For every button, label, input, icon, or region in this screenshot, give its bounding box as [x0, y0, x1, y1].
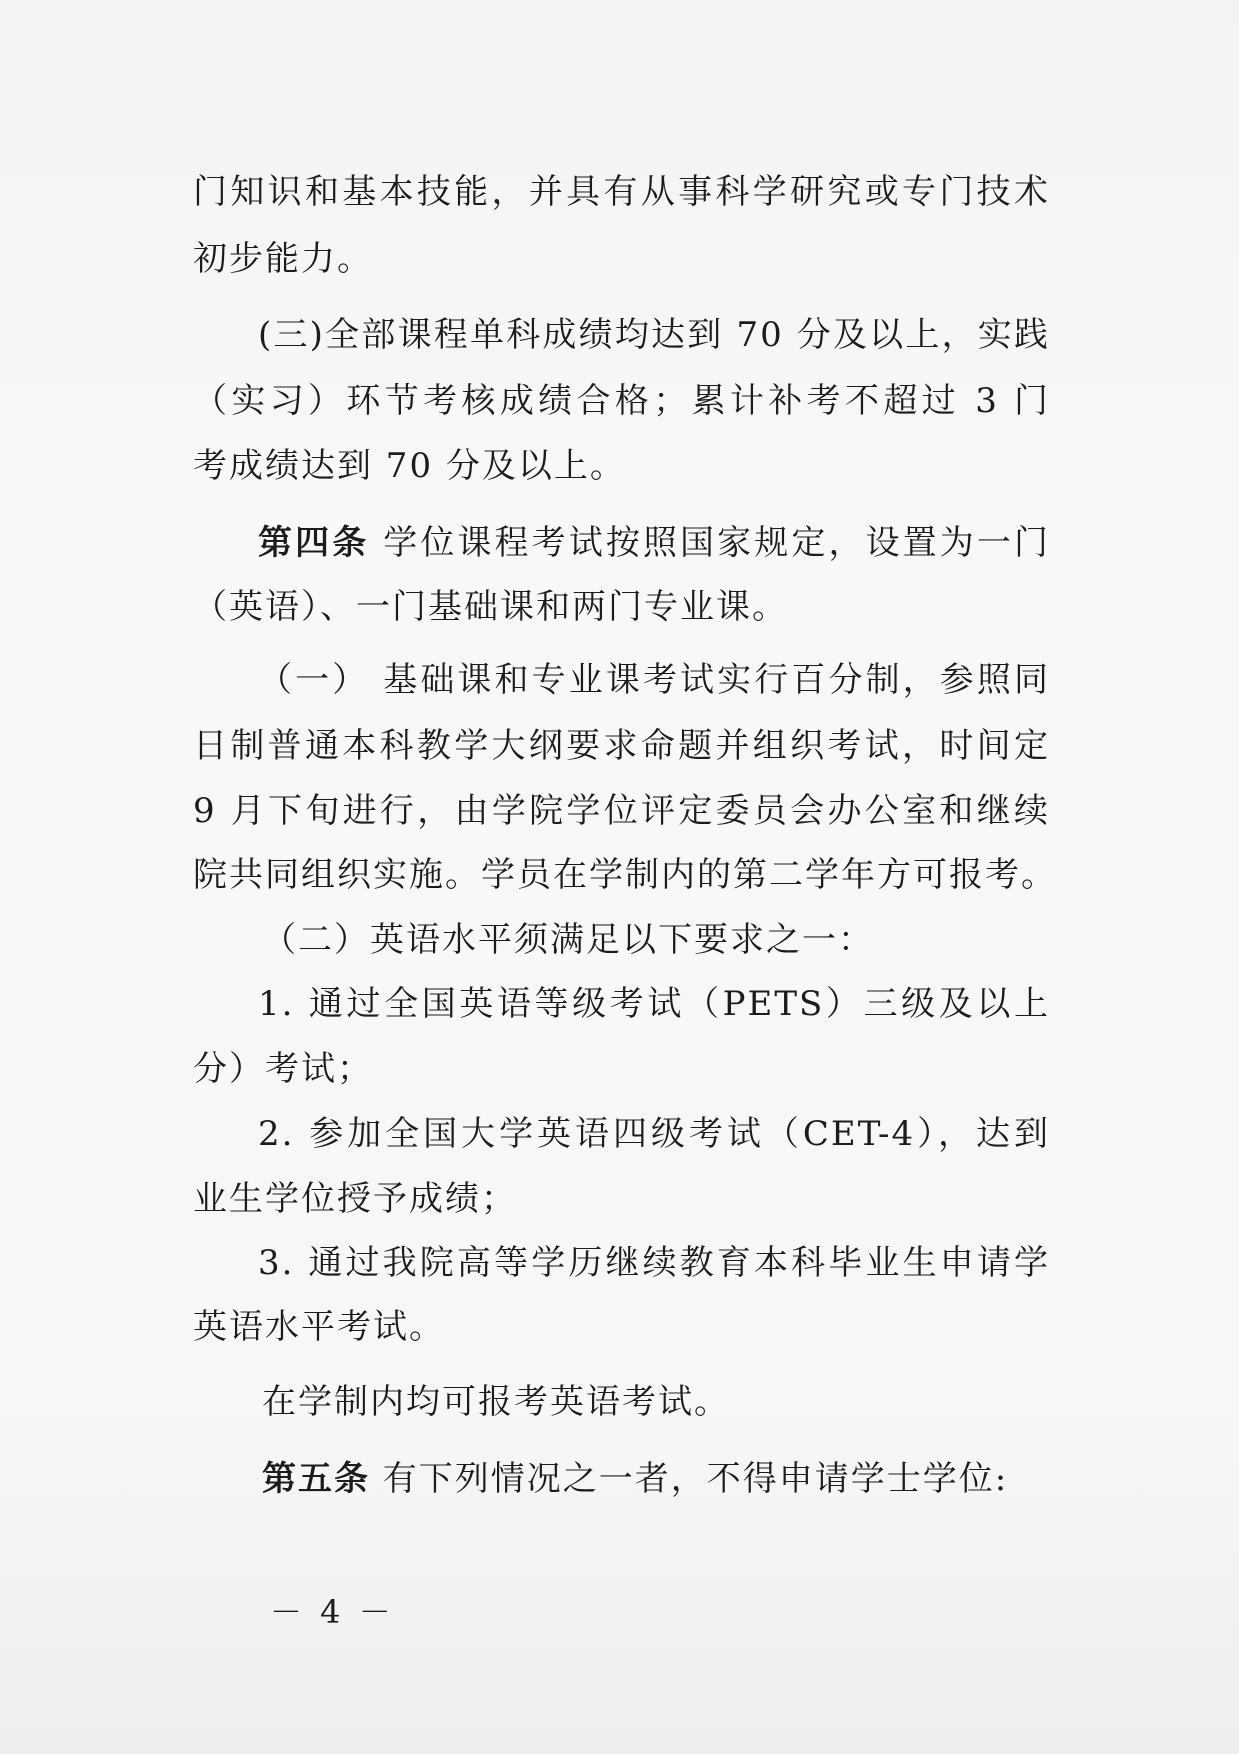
text-line	[193, 789, 1050, 833]
text-line	[193, 585, 788, 629]
text-line	[258, 1112, 1050, 1156]
line-text: 在学制内均可报考英语考试。	[262, 1382, 730, 1422]
text-line	[193, 1177, 517, 1221]
text-line	[258, 658, 1050, 702]
text-line	[193, 853, 1057, 897]
line-text: 学位课程考试按照国家规定，设置为一门	[383, 523, 1050, 563]
line-text: 门知识和基本技能，并具有从事科学研究或专门技术	[193, 172, 1050, 212]
line-text: 2. 参加全国大学英语四级考试（CET-4），达到	[258, 1114, 1050, 1154]
text-line	[193, 379, 1050, 423]
line-text: 分）考试；	[193, 1049, 373, 1089]
text-line	[193, 444, 626, 488]
text-line	[193, 170, 1050, 214]
text-line	[258, 1241, 1050, 1285]
line-text: 院共同组织实施。学员在学制内的第二学年方可报考。	[193, 855, 1057, 895]
text-line	[193, 1047, 373, 1091]
line-text: 初步能力。	[193, 239, 373, 279]
line-text: 3. 通过我院高等学历继续教育本科毕业生申请学	[258, 1243, 1050, 1283]
article-heading: 第四条	[258, 523, 370, 563]
text-line	[262, 1380, 730, 1424]
line-text: 英语水平考试。	[193, 1307, 445, 1347]
page-number: － 4 －	[270, 1593, 395, 1631]
line-text: （英语）、一门基础课和两门专业课。	[193, 587, 788, 627]
line-text: 1. 通过全国英语等级考试（PETS）三级及以上	[258, 984, 1050, 1024]
line-text: （二）英语水平须满足以下要求之一：	[262, 920, 874, 960]
article-heading: 第五条	[262, 1459, 370, 1499]
text-line	[258, 982, 1050, 1026]
line-text: 业生学位授予成绩；	[193, 1179, 517, 1219]
text-line	[262, 1457, 1008, 1501]
text-line	[193, 724, 1050, 768]
text-line	[258, 313, 1050, 357]
text-line	[262, 918, 874, 962]
text-line	[193, 237, 373, 281]
text-line	[193, 1305, 445, 1349]
line-text: 考成绩达到 70 分及以上。	[193, 446, 626, 486]
line-text: 日制普通本科教学大纲要求命题并组织考试，时间定	[193, 726, 1050, 766]
text-line	[258, 521, 1050, 565]
line-text: (三)全部课程单科成绩均达到 70 分及以上，实践	[258, 315, 1050, 355]
line-text: 有下列情况之一者，不得申请学士学位:	[370, 1459, 1009, 1499]
line-text: （实习）环节考核成绩合格；累计补考不超过 3 门	[193, 381, 1050, 421]
line-text: （一） 基础课和专业课考试实行百分制，参照同	[258, 660, 1050, 700]
line-text: 9 月下旬进行，由学院学位评定委员会办公室和继续	[193, 791, 1050, 831]
